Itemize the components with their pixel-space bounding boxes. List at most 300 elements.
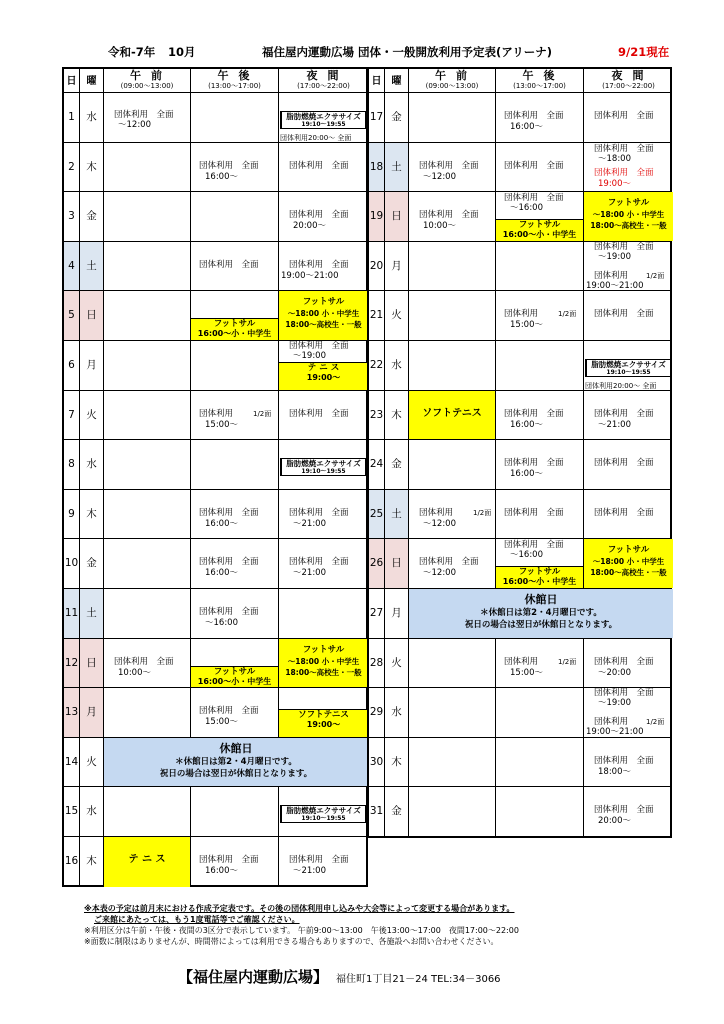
day-number: 31 [369, 787, 385, 837]
morning-cell [409, 440, 496, 489]
day-row [64, 490, 366, 540]
day-number: 26 [369, 539, 385, 588]
day-number: 27 [369, 589, 385, 638]
day-number: 30 [369, 738, 385, 787]
afternoon-cell [191, 837, 279, 887]
closed-title: 休館日 [219, 741, 253, 755]
futsal-night-line: ～18:00 小・中学生 [592, 557, 665, 567]
day-number: 21 [369, 291, 385, 340]
afternoon-cell [191, 490, 279, 539]
day-row [369, 440, 670, 490]
weekday: 土 [80, 589, 104, 638]
page-header [0, 44, 724, 62]
cell-text: 団体利用 [504, 309, 539, 320]
cell-text: 団体利用 全面 [199, 507, 259, 518]
cell-text: 団体利用 全面 [594, 656, 654, 667]
afternoon-cell [191, 291, 279, 340]
afternoon-cell [496, 490, 584, 539]
morning-cell [104, 837, 191, 887]
day-row [369, 490, 670, 540]
cell-text: 団体利用 全面 [289, 160, 349, 171]
cell-text: 20:00～ [293, 221, 326, 232]
futsal-night-line: フットサル [607, 198, 650, 209]
futsal-night [279, 291, 368, 340]
schedule-table-left [62, 67, 368, 887]
morning-cell [409, 192, 496, 241]
schedule-table-right [367, 67, 672, 838]
cell-text: 団体利用 全面 [289, 408, 349, 419]
morning-cell [104, 391, 191, 440]
cell-text: 団体利用 全面 [289, 855, 349, 865]
closed-title: 休館日 [524, 593, 558, 606]
night-cell [584, 93, 673, 142]
note-line: ※利用区分は午前・午後・夜間の3区分で表示しています。 午前9:00～13:00 午後13:00～17:00 夜間17:00～22:00 [84, 926, 519, 935]
morning-cell [409, 639, 496, 688]
futsal-afternoon-time: 16:00～小・中学生 [502, 230, 577, 240]
day-number: 13 [64, 688, 80, 737]
weekday: 木 [385, 738, 409, 787]
futsal-afternoon [496, 219, 583, 241]
weekday: 水 [385, 688, 409, 737]
weekday: 木 [80, 490, 104, 539]
header-morning-label: 午前 [435, 69, 477, 82]
cell-text: 団体利用 [504, 656, 539, 667]
day-row [369, 192, 670, 242]
header-afternoon-hours: (13:00～17:00) [513, 82, 566, 90]
exercise-class-box [280, 805, 367, 823]
afternoon-cell [496, 539, 584, 588]
cell-text: 団体利用 [594, 717, 629, 728]
cell-text: 15:00～ [205, 717, 238, 728]
morning-cell [104, 192, 191, 241]
closed-line: ＊休館日は第2・4月曜日です。 [480, 608, 602, 618]
morning-highlight: ソフトテニス [409, 391, 495, 440]
closed-day-notice [409, 589, 673, 638]
cell-text: 団体利用 全面 [419, 557, 479, 568]
morning-cell [409, 143, 496, 192]
cell-text: 団体利用 全面 [199, 607, 259, 617]
night-cell [279, 93, 368, 142]
futsal-night-line: 18:00～高校生・一般 [590, 221, 667, 231]
night-cell [584, 242, 673, 291]
header-day [64, 69, 80, 93]
cell-text: 1/2面 [558, 657, 577, 666]
cell-text: 団体利用 全面 [594, 111, 654, 121]
header-night-hours: (17:00～22:00) [297, 82, 350, 90]
futsal-night-line: ～18:00 小・中学生 [287, 656, 360, 666]
afternoon-cell [496, 341, 584, 390]
header-night-label: 夜間 [306, 69, 349, 82]
cell-text: ～18:00 [598, 153, 631, 164]
header-night [279, 69, 368, 93]
day-row [369, 589, 670, 639]
day-number: 3 [64, 192, 80, 241]
cell-text: 団体利用 全面 [594, 507, 654, 518]
cell-text: 団体利用20:00～ 全面 [585, 382, 657, 390]
cell-text: 団体利用 全面 [289, 557, 349, 568]
notes [84, 903, 724, 947]
header-day [369, 69, 385, 93]
header-as-of: 9/21現在 [618, 45, 670, 59]
header-night [584, 69, 673, 93]
futsal-night-line: 18:00～高校生・一般 [285, 320, 362, 330]
day-number: 20 [369, 242, 385, 291]
day-row [64, 539, 366, 589]
cell-text: 団体利用 全面 [504, 408, 564, 419]
afternoon-cell [191, 341, 279, 390]
cell-text: 19:00～ [598, 178, 631, 189]
weekday: 火 [80, 391, 104, 440]
futsal-afternoon [191, 666, 278, 688]
cell-text: ～12:00 [423, 568, 456, 579]
day-row [64, 391, 366, 441]
cell-text: 団体利用20:00～ 全面 [280, 134, 352, 142]
day-row [64, 837, 366, 887]
day-row [64, 291, 366, 341]
header-morning-hours: (09:00～13:00) [425, 82, 479, 90]
day-number: 14 [64, 738, 80, 787]
night-highlight-time: 19:00～ [306, 720, 341, 730]
afternoon-cell [191, 539, 279, 588]
cell-text: 団体利用 全面 [594, 143, 654, 154]
night-cell [279, 143, 368, 192]
note-line: ※本表の予定は前月末における作成予定表です。その後の団体利用申し込みや大会等によって変更する場合があります。 [84, 904, 515, 913]
cell-text: 19:00～21:00 [281, 270, 339, 281]
cell-text: 団体利用 全面 [594, 408, 654, 419]
night-cell [584, 539, 673, 588]
day-row [369, 787, 670, 837]
night-highlight [279, 709, 368, 737]
cell-text: 15:00～ [510, 667, 543, 678]
day-number: 25 [369, 490, 385, 539]
futsal-night-line: フットサル [302, 297, 345, 308]
night-cell [279, 787, 368, 836]
afternoon-cell [191, 192, 279, 241]
cell-text: 団体利用 全面 [504, 111, 564, 121]
afternoon-cell [191, 589, 279, 638]
weekday: 金 [385, 440, 409, 489]
morning-cell [409, 391, 496, 440]
night-cell [584, 688, 673, 737]
futsal-night-line: 18:00～高校生・一般 [285, 667, 362, 677]
weekday: 月 [385, 242, 409, 291]
page-title: 福住屋内運動広場 団体・一般開放利用予定表(アリーナ) [262, 45, 553, 59]
night-cell [279, 490, 368, 539]
cell-text: 団体利用 全面 [594, 167, 654, 178]
afternoon-cell [496, 291, 584, 340]
weekday: 日 [80, 291, 104, 340]
exercise-class-box [280, 111, 367, 129]
header-afternoon-label: 午後 [217, 69, 260, 82]
cell-text: ～21:00 [598, 419, 631, 430]
morning-cell [409, 341, 496, 390]
day-row [64, 440, 366, 490]
morning-cell [104, 490, 191, 539]
header-era: 令和-7年 [108, 45, 156, 59]
weekday: 火 [80, 738, 104, 787]
header-weekday-label: 曜 [391, 76, 402, 87]
futsal-night-line: ～18:00 小・中学生 [287, 309, 360, 319]
day-row [64, 93, 366, 143]
header-weekday-label: 曜 [86, 76, 97, 87]
night-highlight-title: テ ニ ス [307, 363, 340, 373]
morning-cell [409, 242, 496, 291]
exercise-class-title: 脂肪燃焼エクササイズ [591, 360, 666, 369]
day-row [64, 341, 366, 391]
header-day-label: 日 [371, 76, 382, 87]
night-cell [279, 539, 368, 588]
cell-text: ～19:00 [598, 698, 631, 709]
night-cell [584, 391, 673, 440]
cell-text: 団体利用 全面 [114, 110, 174, 120]
cell-text: 団体利用 全面 [504, 193, 564, 204]
night-cell [279, 688, 368, 737]
day-number: 1 [64, 93, 80, 142]
weekday: 木 [80, 837, 104, 887]
night-cell [584, 639, 673, 688]
day-number: 29 [369, 688, 385, 737]
day-number: 11 [64, 589, 80, 638]
day-number: 8 [64, 440, 80, 489]
day-number: 22 [369, 341, 385, 390]
afternoon-cell [496, 440, 584, 489]
weekday: 水 [80, 440, 104, 489]
day-row [64, 738, 366, 788]
day-row [64, 787, 366, 837]
cell-text: 団体利用 全面 [199, 706, 259, 717]
futsal-afternoon-title: フットサル [213, 666, 256, 677]
closed-line: 祝日の場合は翌日が休館日となります。 [159, 768, 313, 779]
morning-cell [104, 440, 191, 489]
cell-text: ～12:00 [423, 171, 456, 182]
header-month: 10月 [168, 45, 196, 59]
cell-text: ～19:00 [598, 251, 631, 262]
afternoon-cell [191, 93, 279, 142]
weekday: 水 [385, 341, 409, 390]
header-weekday [80, 69, 104, 93]
cell-text: 団体利用 全面 [504, 507, 564, 518]
day-row [64, 639, 366, 689]
cell-text: 団体利用 全面 [594, 458, 654, 469]
cell-text: 1/2面 [253, 409, 272, 418]
night-highlight-title: ソフトテニス [298, 710, 349, 721]
cell-text: 18:00～ [598, 766, 631, 777]
night-cell [584, 440, 673, 489]
day-row [369, 639, 670, 689]
cell-text: ～19:00 [293, 351, 326, 361]
cell-text: 16:00～ [205, 568, 238, 579]
cell-text: 団体利用 全面 [199, 160, 259, 171]
futsal-afternoon [191, 318, 278, 340]
cell-text: 団体利用 全面 [594, 241, 654, 252]
morning-cell [104, 688, 191, 737]
cell-text: 16:00～ [205, 518, 238, 529]
afternoon-cell [496, 639, 584, 688]
header-night-hours: (17:00～22:00) [602, 82, 655, 90]
day-row [64, 242, 366, 292]
weekday: 火 [385, 639, 409, 688]
day-row [64, 589, 366, 639]
cell-text: 19:00～21:00 [586, 727, 644, 737]
weekday: 水 [80, 93, 104, 142]
exercise-class-time: 19:10～19:55 [301, 815, 346, 823]
futsal-afternoon-title: フットサル [213, 319, 256, 330]
cell-text: 団体利用 全面 [289, 259, 349, 270]
cell-text: 20:00～ [598, 816, 631, 827]
weekday: 火 [385, 291, 409, 340]
night-cell [279, 192, 368, 241]
morning-cell [409, 539, 496, 588]
futsal-afternoon-time: 16:00～小・中学生 [197, 329, 272, 339]
header-night-label: 夜間 [611, 69, 654, 82]
cell-text: 団体利用 [594, 270, 629, 281]
weekday: 月 [385, 589, 409, 638]
morning-cell [104, 93, 191, 142]
futsal-night-line: フットサル [302, 644, 345, 655]
cell-text: 1/2面 [646, 271, 665, 280]
cell-text: ～20:00 [598, 667, 631, 678]
night-cell [279, 837, 368, 887]
morning-cell [104, 639, 191, 688]
day-row [64, 688, 366, 738]
morning-cell [104, 787, 191, 836]
day-row [369, 341, 670, 391]
day-number: 19 [369, 192, 385, 241]
day-row [369, 539, 670, 589]
weekday: 日 [385, 192, 409, 241]
cell-text: 団体利用 全面 [419, 210, 479, 221]
cell-text: 団体利用 [199, 408, 234, 419]
cell-text: 団体利用 [419, 507, 454, 518]
exercise-class-title: 脂肪燃焼エクササイズ [286, 806, 361, 816]
morning-cell [409, 738, 496, 787]
morning-cell [104, 539, 191, 588]
header-afternoon [191, 69, 279, 93]
cell-text: 団体利用 全面 [419, 160, 479, 171]
note-line: ご来館にあたっては、もう1度電話等でご確認ください。 [94, 915, 300, 924]
day-number: 6 [64, 341, 80, 390]
cell-text: ～16:00 [510, 550, 543, 561]
day-row [369, 391, 670, 441]
night-cell [279, 291, 368, 340]
cell-text: ～12:00 [118, 120, 151, 130]
futsal-afternoon-title: フットサル [518, 220, 561, 231]
day-number: 12 [64, 639, 80, 688]
day-number: 15 [64, 787, 80, 836]
day-number: 24 [369, 440, 385, 489]
night-cell [584, 787, 673, 837]
cell-text: 団体利用 全面 [289, 210, 349, 221]
day-row [369, 291, 670, 341]
night-cell [279, 242, 368, 291]
night-cell [584, 143, 673, 192]
exercise-class-box [585, 359, 672, 377]
cell-text: 団体利用 全面 [289, 507, 349, 518]
cell-text: 団体利用 全面 [594, 309, 654, 320]
cell-text: 団体利用 全面 [594, 688, 654, 699]
exercise-class-time: 19:10～19:55 [606, 369, 651, 376]
day-number: 5 [64, 291, 80, 340]
futsal-night-line: フットサル [607, 545, 650, 556]
day-number: 9 [64, 490, 80, 539]
cell-text: 団体利用 全面 [199, 855, 259, 865]
night-cell [584, 341, 673, 390]
night-cell [279, 440, 368, 489]
afternoon-cell [496, 192, 584, 241]
afternoon-cell [191, 688, 279, 737]
weekday: 金 [80, 192, 104, 241]
weekday: 木 [80, 143, 104, 192]
day-row [369, 738, 670, 788]
afternoon-cell [191, 143, 279, 192]
day-row [369, 143, 670, 193]
morning-cell [409, 688, 496, 737]
day-number: 17 [369, 93, 385, 142]
cell-text: 団体利用 全面 [504, 458, 564, 469]
weekday: 土 [385, 490, 409, 539]
cell-text: 団体利用 全面 [504, 160, 564, 171]
day-row [64, 192, 366, 242]
futsal-afternoon-title: フットサル [518, 567, 561, 578]
morning-cell [104, 143, 191, 192]
weekday: 日 [80, 639, 104, 688]
cell-text: 10:00～ [423, 221, 456, 232]
morning-cell [409, 787, 496, 837]
day-number: 2 [64, 143, 80, 192]
cell-text: 19:00～21:00 [586, 280, 644, 291]
header-morning [409, 69, 496, 93]
futsal-night [584, 192, 673, 241]
futsal-night [584, 539, 673, 588]
afternoon-cell [496, 143, 584, 192]
morning-highlight: テ ニ ス [104, 837, 190, 887]
afternoon-cell [191, 639, 279, 688]
night-cell [584, 291, 673, 340]
cell-text: ～16:00 [510, 203, 543, 214]
cell-text: ～16:00 [205, 618, 238, 628]
header-weekday [385, 69, 409, 93]
cell-text: 10:00～ [118, 667, 151, 678]
morning-cell [409, 93, 496, 142]
cell-text: 16:00～ [510, 419, 543, 430]
afternoon-cell [191, 440, 279, 489]
header-row [64, 69, 366, 93]
morning-cell [104, 242, 191, 291]
weekday: 土 [385, 143, 409, 192]
day-number: 28 [369, 639, 385, 688]
morning-cell [104, 589, 191, 638]
closed-line: 祝日の場合は翌日が休館日となります。 [464, 620, 618, 630]
cell-text: 1/2面 [558, 310, 577, 319]
afternoon-cell [191, 787, 279, 836]
day-number: 4 [64, 242, 80, 291]
morning-cell [409, 291, 496, 340]
day-row [369, 688, 670, 738]
night-cell [279, 639, 368, 688]
afternoon-cell [496, 738, 584, 787]
day-row [369, 93, 670, 143]
cell-text: ～21:00 [293, 568, 326, 579]
weekday: 月 [80, 688, 104, 737]
facility-address: 福住町1丁目21－24 TEL:34－3066 [336, 974, 501, 985]
afternoon-cell [496, 93, 584, 142]
cell-text: 16:00～ [205, 171, 238, 182]
afternoon-cell [496, 242, 584, 291]
cell-text: 団体利用 全面 [594, 805, 654, 816]
weekday: 土 [80, 242, 104, 291]
futsal-night [279, 639, 368, 688]
day-number: 16 [64, 837, 80, 887]
